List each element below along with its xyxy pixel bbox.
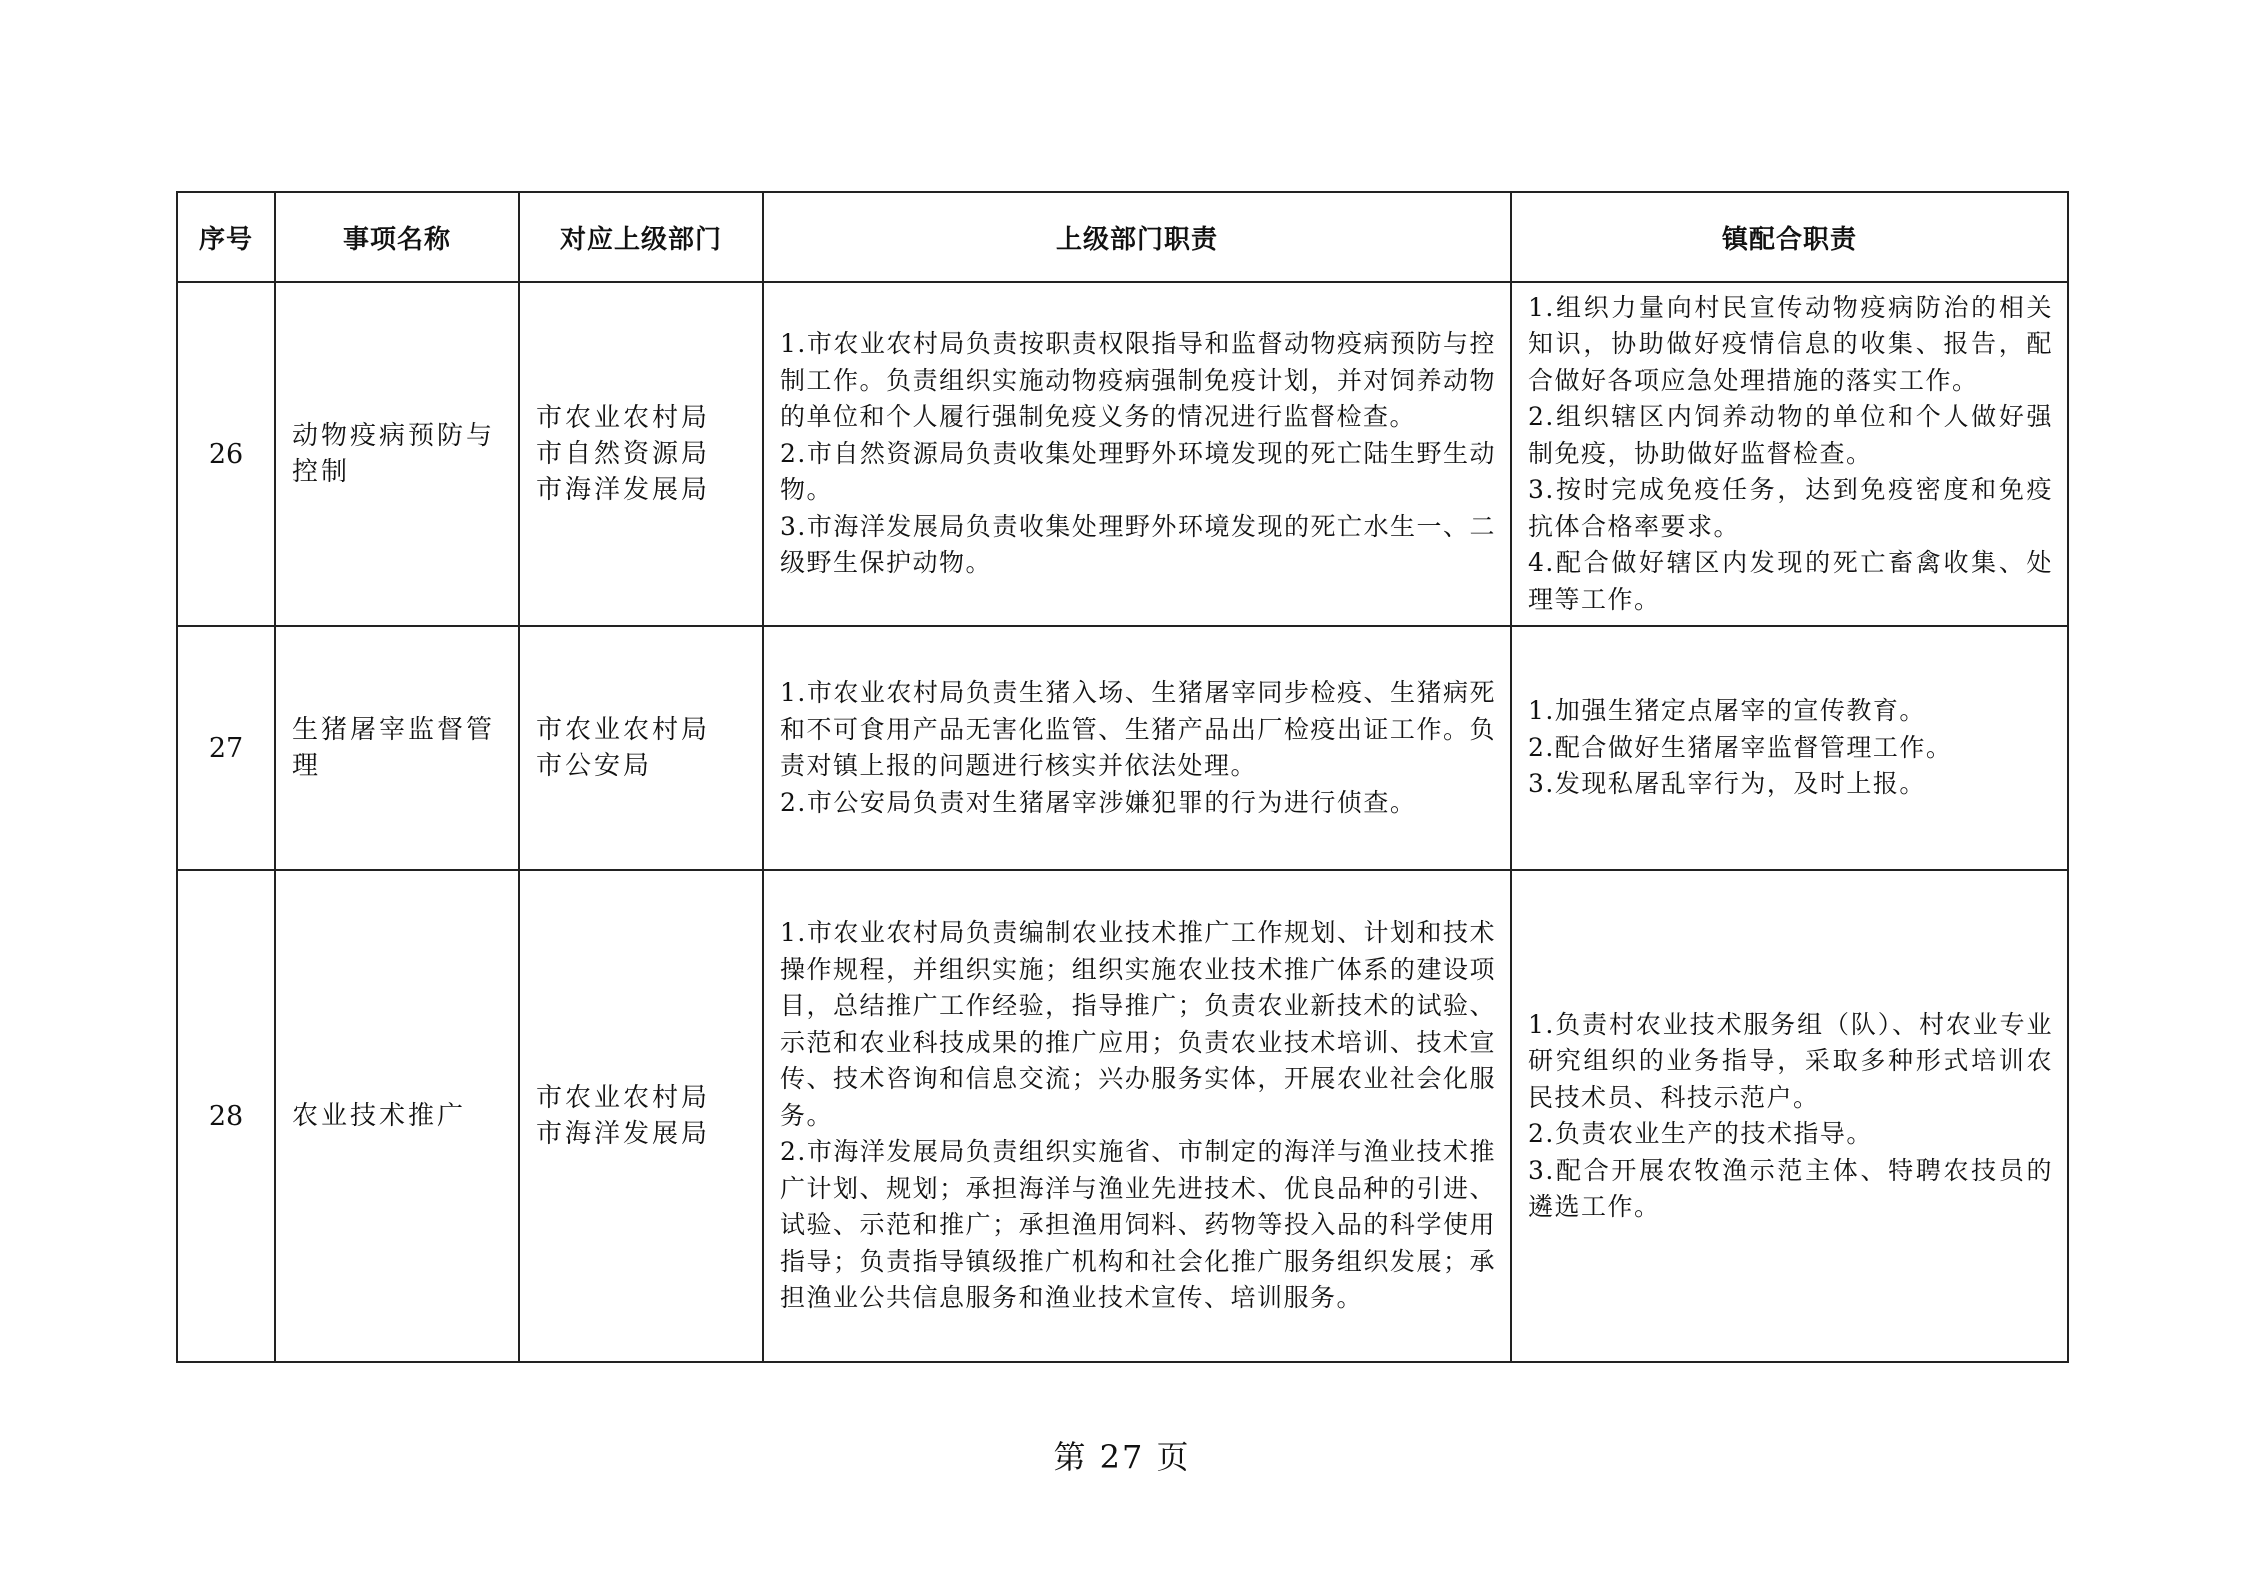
superior-departments: 市农业农村局 市公安局 bbox=[519, 626, 763, 870]
header-item-name: 事项名称 bbox=[275, 192, 519, 282]
header-row bbox=[177, 192, 2068, 282]
table-body bbox=[177, 282, 2068, 1362]
table-row bbox=[177, 282, 2068, 626]
header-serial: 序号 bbox=[177, 192, 275, 282]
superior-duties: 1.市农业农村局负责编制农业技术推广工作规划、计划和技术操作规程，并组织实施；组织实施农业技术推广体系的建设项目，总结推广工作经验，指导推广；负责农业新技术的试验、示范和农业科技成果的推广应用；负责农业技术培训、技术宣传、技术咨询和信息交流；兴办服务实体，开展农业社会化服务。 2.市海洋发展局负责组织实施省、市制定的海洋与渔业技术推广计划、规划；承担海洋与渔业先进技术、优良品种的引进、试验、示范和推广；承担渔用饲料、药物等投入品的科学使用指导；负责指导镇级推广机构和社会化推广服务组织发展；承担渔业公共信息服务和渔业技术宣传、培训服务。 bbox=[763, 870, 1511, 1362]
serial-number: 28 bbox=[177, 870, 275, 1362]
superior-departments: 市农业农村局 市海洋发展局 bbox=[519, 870, 763, 1362]
table-row bbox=[177, 870, 2068, 1362]
superior-duties: 1.市农业农村局负责生猪入场、生猪屠宰同步检疫、生猪病死和不可食用产品无害化监管、生猪产品出厂检疫出证工作。负责对镇上报的问题进行核实并依法处理。 2.市公安局负责对生猪屠宰涉嫌犯罪的行为进行侦查。 bbox=[763, 626, 1511, 870]
town-duties: 1.负责村农业技术服务组（队）、村农业专业研究组织的业务指导，采取多种形式培训农民技术员、科技示范户。 2.负责农业生产的技术指导。 3.配合开展农牧渔示范主体、特聘农技员的遴选工作。 bbox=[1511, 870, 2068, 1362]
serial-number: 26 bbox=[177, 282, 275, 626]
item-name: 生猪屠宰监督管理 bbox=[275, 626, 519, 870]
duty-table bbox=[176, 191, 2069, 1363]
superior-departments: 市农业农村局 市自然资源局 市海洋发展局 bbox=[519, 282, 763, 626]
item-name: 农业技术推广 bbox=[275, 870, 519, 1362]
table-row bbox=[177, 626, 2068, 870]
header-superior-department: 对应上级部门 bbox=[519, 192, 763, 282]
header-superior-duties: 上级部门职责 bbox=[763, 192, 1511, 282]
header-town-duties: 镇配合职责 bbox=[1511, 192, 2068, 282]
serial-number: 27 bbox=[177, 626, 275, 870]
superior-duties: 1.市农业农村局负责按职责权限指导和监督动物疫病预防与控制工作。负责组织实施动物疫病强制免疫计划，并对饲养动物的单位和个人履行强制免疫义务的情况进行监督检查。 2.市自然资源局负责收集处理野外环境发现的死亡陆生野生动物。 3.市海洋发展局负责收集处理野外环境发现的死亡水生一、二级野生保护动物。 bbox=[763, 282, 1511, 626]
item-name: 动物疫病预防与控制 bbox=[275, 282, 519, 626]
table-header bbox=[177, 192, 2068, 282]
town-duties: 1.加强生猪定点屠宰的宣传教育。 2.配合做好生猪屠宰监督管理工作。 3.发现私屠乱宰行为，及时上报。 bbox=[1511, 626, 2068, 870]
page-number: 第 27 页 bbox=[1053, 1438, 1191, 1476]
town-duties: 1.组织力量向村民宣传动物疫病防治的相关知识，协助做好疫情信息的收集、报告，配合做好各项应急处理措施的落实工作。 2.组织辖区内饲养动物的单位和个人做好强制免疫，协助做好监督检查。 3.按时完成免疫任务，达到免疫密度和免疫抗体合格率要求。 4.配合做好辖区内发现的死亡畜禽收集、处理等工作。 bbox=[1511, 282, 2068, 626]
